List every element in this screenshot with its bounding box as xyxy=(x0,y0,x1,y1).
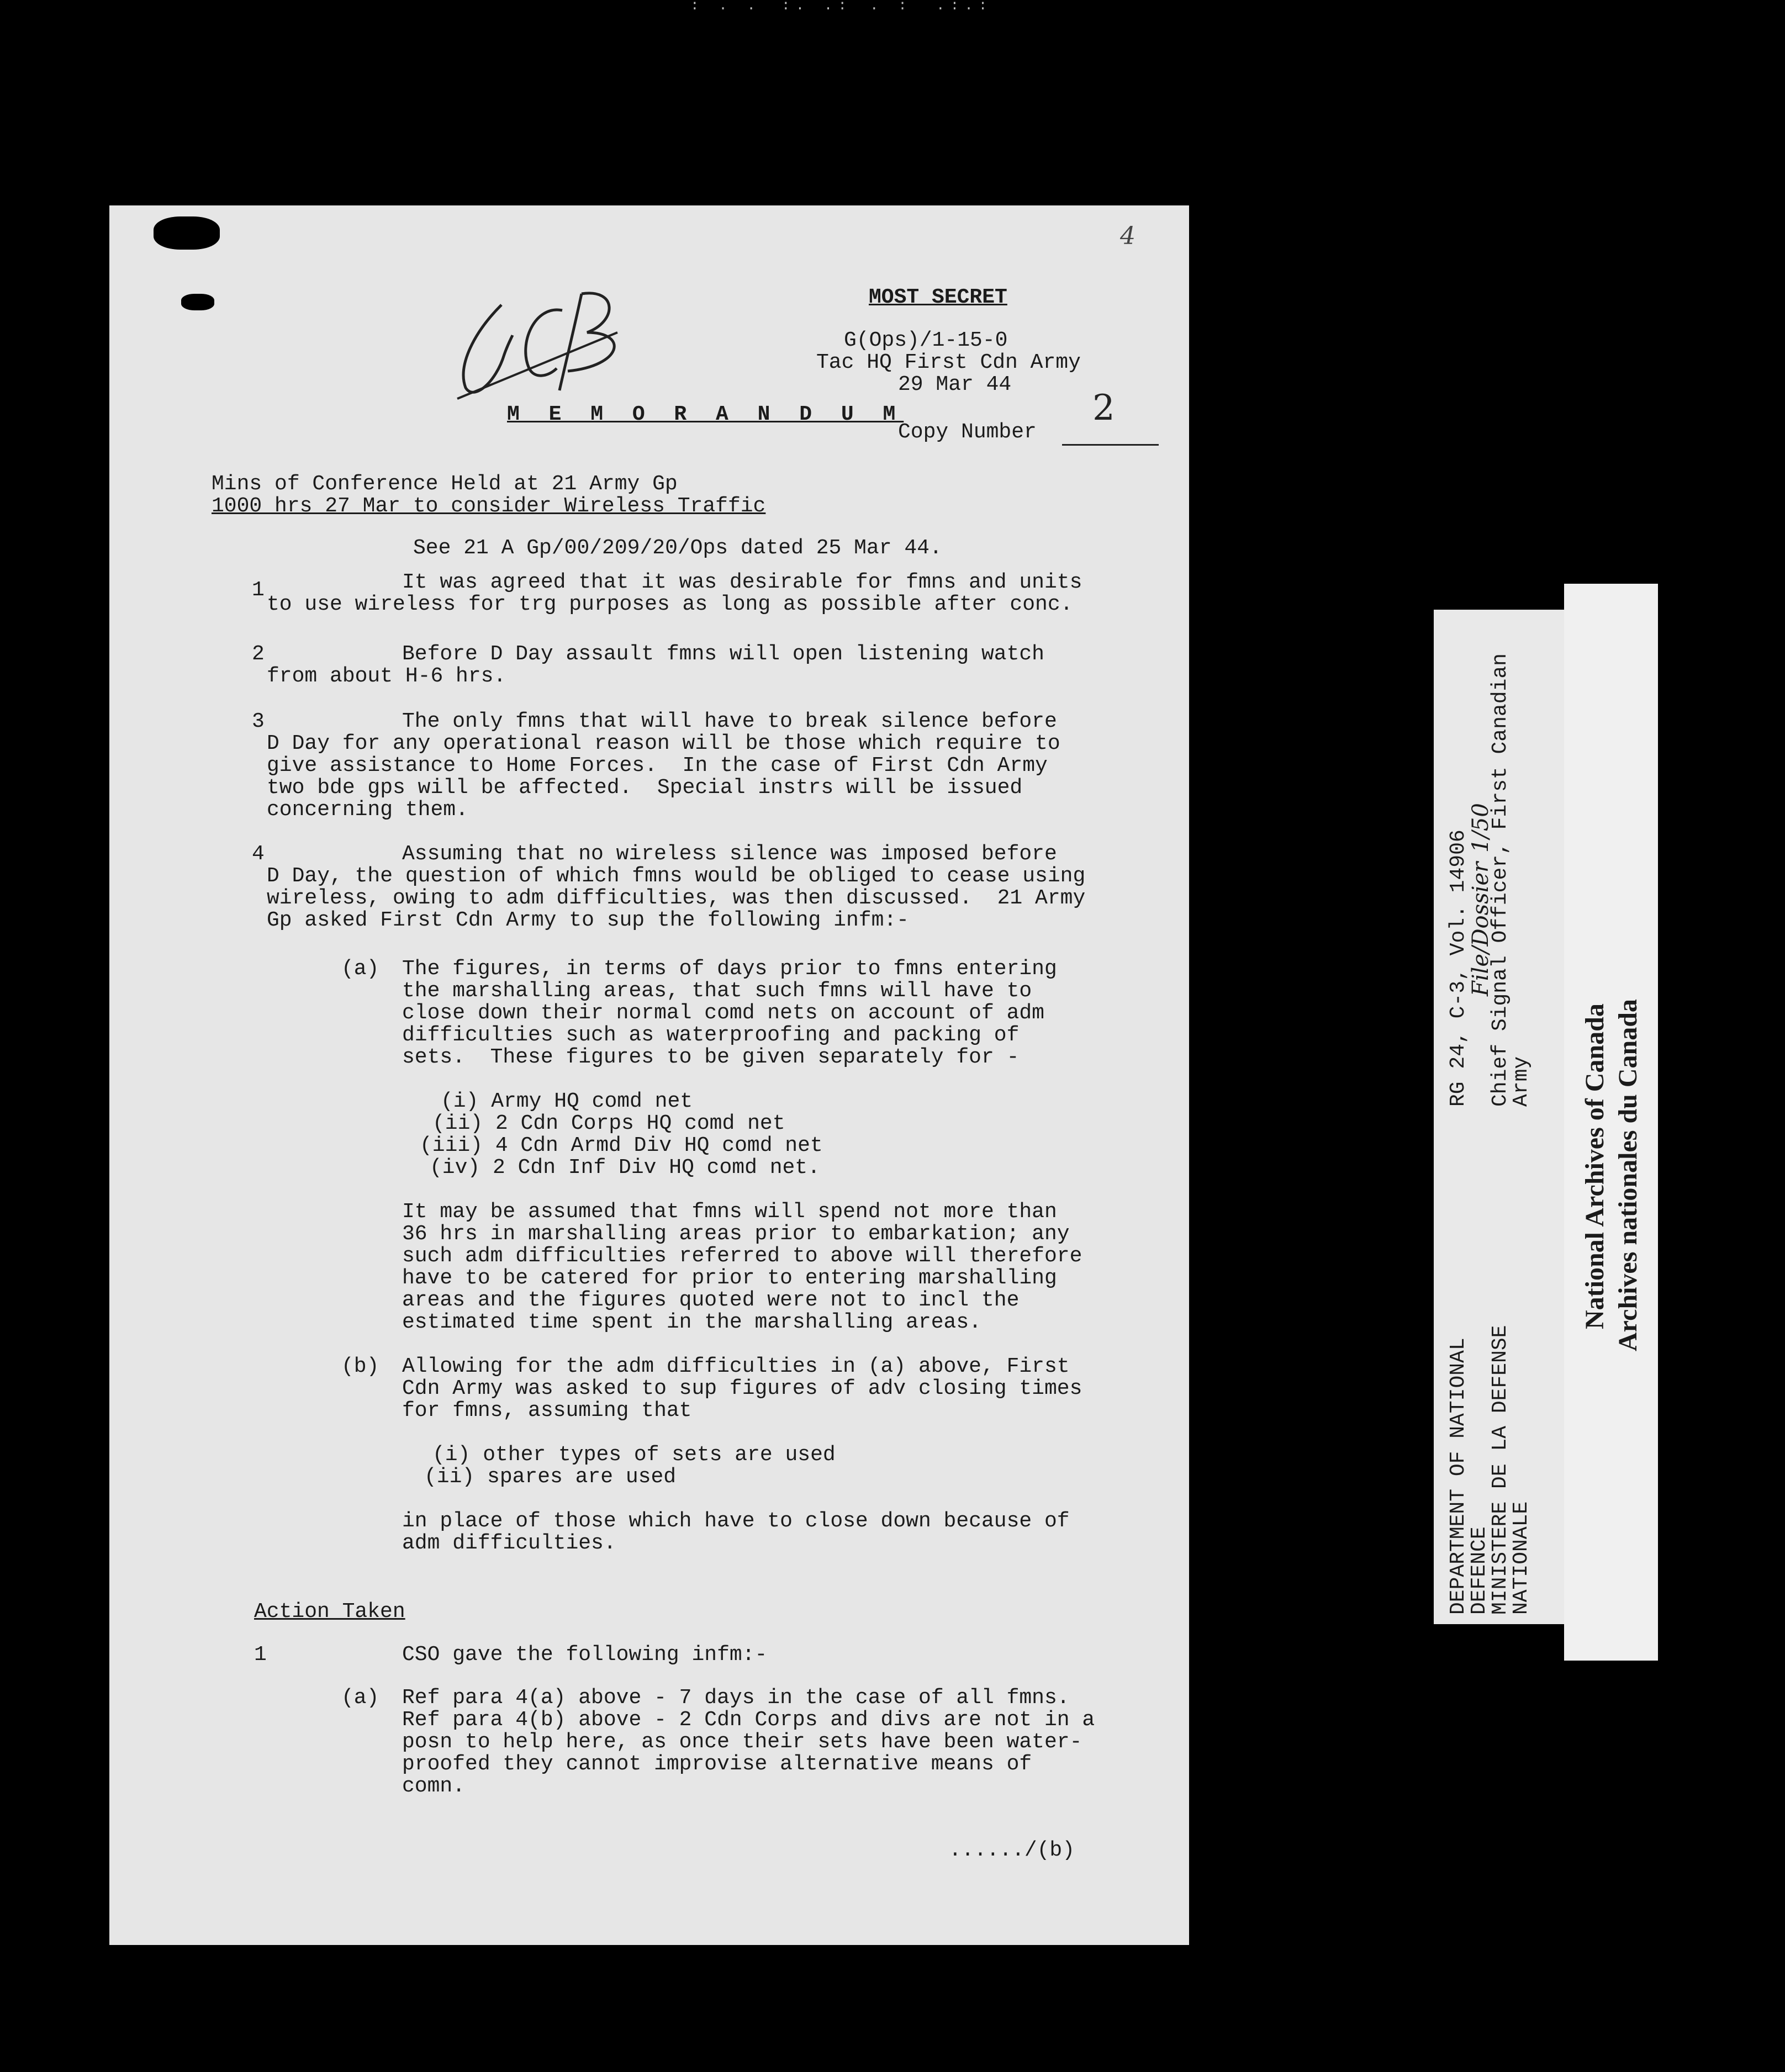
national-archives-label xyxy=(1564,584,1658,1661)
subpara-line: close down their normal comd nets on account of adm xyxy=(402,1001,1044,1025)
subject-line-2: 1000 hrs 27 Mar to consider Wireless Traffic xyxy=(212,494,766,518)
note-line: estimated time spent in the marshalling areas. xyxy=(402,1310,981,1334)
document-date: 29 Mar 44 xyxy=(898,373,1012,397)
file-description: Chief Signal Officer, First Canadian xyxy=(1488,653,1512,1107)
list-item: (ii) spares are used xyxy=(424,1465,677,1489)
document-title: M E M O R A N D U M xyxy=(507,403,904,426)
para-line: wireless, owing to adm difficulties, was then discussed. 21 Army xyxy=(267,886,1086,910)
note-line: adm difficulties. xyxy=(402,1531,616,1555)
file-label: File/Dossier xyxy=(1468,861,1493,996)
para-line: D Day for any operational reason will be those which require to xyxy=(267,732,1060,755)
para-line: two bde gps will be affected. Special instrs will be issued xyxy=(267,776,1023,800)
subpara-line: the marshalling areas, that such fmns will have to xyxy=(402,979,1032,1003)
film-frame-dots: : . . :. .: . : .:.: xyxy=(690,0,993,14)
file-number: 1/50 xyxy=(1468,803,1493,853)
file-description: Army xyxy=(1509,1056,1533,1107)
list-item: (iv) 2 Cdn Inf Div HQ comd net. xyxy=(430,1156,820,1180)
para-number: 3 xyxy=(252,710,265,733)
note-line: such adm difficulties referred to above will therefore xyxy=(402,1244,1082,1268)
subpara-label: (a) xyxy=(341,957,379,981)
subject-line-1: Mins of Conference Held at 21 Army Gp xyxy=(212,472,678,496)
para-line: to use wireless for trg purposes as long as possible after conc. xyxy=(267,593,1073,616)
department-line: MINISTERE DE LA DEFENSE xyxy=(1488,1325,1512,1615)
action-line: posn to help here, as once their sets have been water- xyxy=(402,1730,1082,1754)
section-heading: Action Taken xyxy=(254,1600,405,1624)
list-item: (i) Army HQ comd net xyxy=(441,1090,693,1113)
archives-name-en: National Archives of Canada xyxy=(1580,1003,1609,1329)
list-item: (iii) 4 Cdn Armd Div HQ comd net xyxy=(420,1134,823,1157)
note-line: It may be assumed that fmns will spend not more than xyxy=(402,1200,1057,1224)
department-line: NATIONALE xyxy=(1509,1501,1533,1615)
list-item: (ii) 2 Cdn Corps HQ comd net xyxy=(432,1112,785,1135)
para-first-line: It was agreed that it was desirable for fmns and units xyxy=(402,570,1082,594)
subpara-line: The figures, in terms of days prior to fmns entering xyxy=(402,957,1057,981)
archive-reference-label xyxy=(1434,610,1564,1624)
reference-number: G(Ops)/1-15-0 xyxy=(844,329,1008,352)
subpara-line: sets. These figures to be given separately for - xyxy=(402,1045,1020,1069)
para-line: concerning them. xyxy=(267,798,468,822)
action-sub-label: (a) xyxy=(341,1686,379,1710)
headquarters: Tac HQ First Cdn Army xyxy=(816,351,1081,374)
torn-edge xyxy=(154,216,220,250)
reference-see: See 21 A Gp/00/209/20/Ops dated 25 Mar 44. xyxy=(413,536,942,560)
subpara-label: (b) xyxy=(341,1355,379,1378)
para-number: 2 xyxy=(252,642,265,666)
subpara-line: Allowing for the adm difficulties in (a) above, First xyxy=(402,1355,1070,1378)
archives-name-fr: Archives nationales du Canada xyxy=(1613,999,1643,1351)
continuation-marker: ....../(b) xyxy=(949,1838,1075,1862)
action-text: CSO gave the following infm:- xyxy=(402,1643,768,1667)
note-line: have to be catered for prior to entering marshalling xyxy=(402,1266,1057,1290)
copy-number-label: Copy Number xyxy=(898,420,1037,444)
para-line: from about H-6 hrs. xyxy=(267,664,506,688)
para-line: give assistance to Home Forces. In the case of First Cdn Army xyxy=(267,754,1048,778)
action-number: 1 xyxy=(254,1643,267,1667)
para-first-line: Assuming that no wireless silence was imposed before xyxy=(402,842,1057,866)
copy-number-line xyxy=(1062,444,1159,446)
page-number: 4 xyxy=(1120,222,1136,250)
subpara-line: difficulties such as waterproofing and packing of xyxy=(402,1023,1020,1047)
para-line: Gp asked First Cdn Army to sup the following infm:- xyxy=(267,908,909,932)
list-item: (i) other types of sets are used xyxy=(432,1443,836,1467)
subpara-line: for fmns, assuming that xyxy=(402,1399,692,1423)
action-line: proofed they cannot improvise alternative means of xyxy=(402,1752,1032,1776)
action-line: Ref para 4(a) above - 7 days in the case of all fmns. xyxy=(402,1686,1070,1710)
para-first-line: The only fmns that will have to break silence before xyxy=(402,710,1057,733)
note-line: areas and the figures quoted were not to incl the xyxy=(402,1288,1020,1312)
record-group-reference: RG 24, C-3, Vol. 14906 xyxy=(1446,829,1470,1107)
handwritten-initials xyxy=(435,272,634,404)
department-line: DEPARTMENT OF NATIONAL xyxy=(1446,1338,1470,1615)
action-line: comn. xyxy=(402,1774,466,1798)
para-number: 1 xyxy=(252,578,265,602)
classification: MOST SECRET xyxy=(869,286,1007,309)
para-first-line: Before D Day assault fmns will open listening watch xyxy=(402,642,1044,666)
para-line: D Day, the question of which fmns would be obliged to cease using xyxy=(267,864,1086,888)
para-number: 4 xyxy=(252,842,265,866)
action-line: Ref para 4(b) above - 2 Cdn Corps and divs are not in a xyxy=(402,1708,1095,1732)
note-line: in place of those which have to close down because of xyxy=(402,1509,1070,1533)
department-line: DEFENCE xyxy=(1467,1526,1491,1615)
copy-number: 2 xyxy=(1092,388,1115,429)
subpara-line: Cdn Army was asked to sup figures of adv closing times xyxy=(402,1377,1082,1400)
memorandum-page xyxy=(109,205,1189,1945)
torn-edge-mark xyxy=(181,294,214,310)
note-line: 36 hrs in marshalling areas prior to embarkation; any xyxy=(402,1222,1070,1246)
